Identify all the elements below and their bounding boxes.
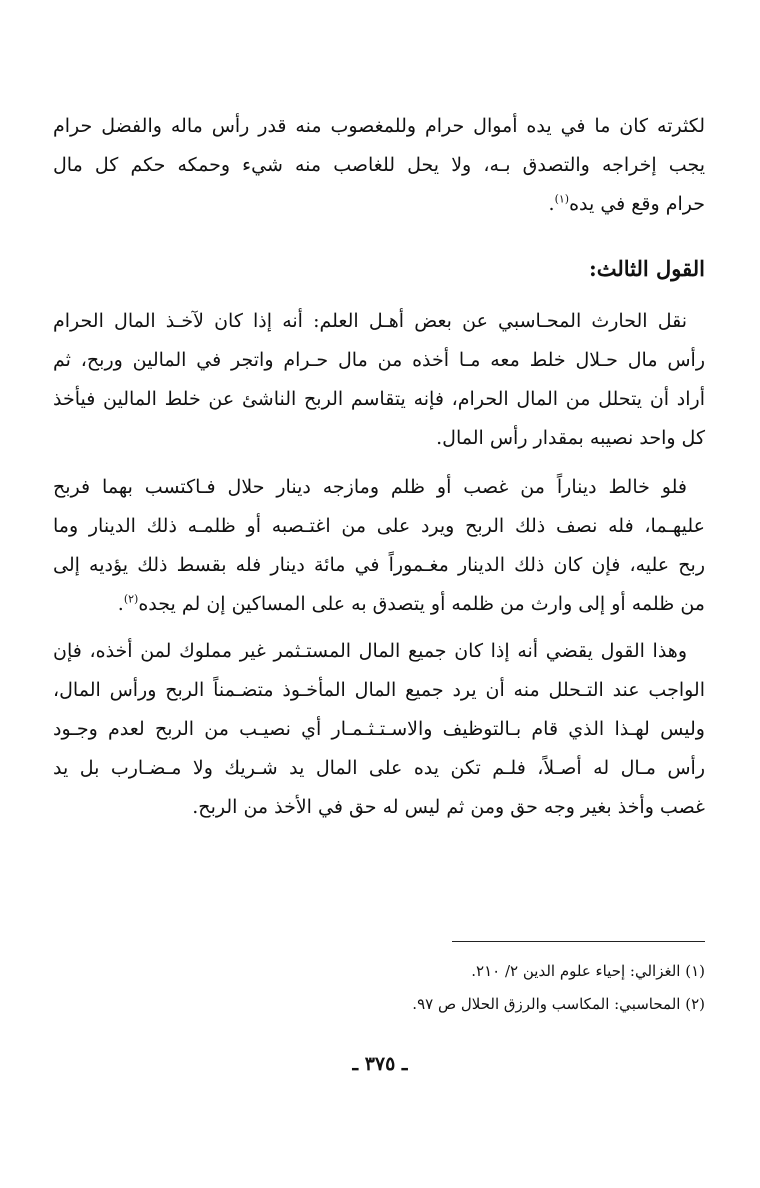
paragraph-3 — [53, 468, 705, 624]
text-line: كل واحد نصيبه بمقدار رأس المال. — [436, 427, 705, 449]
sentence-end: . — [548, 193, 555, 215]
section-heading: القول الثالث: — [588, 256, 705, 281]
text-line — [53, 585, 705, 624]
text-line: عليهـما، فله نصف ذلك الربح ويرد على من اغتـصبه أو ظلمـه ذلك الدينار وما — [53, 515, 705, 537]
footnote-reference-1[interactable]: (١) — [554, 192, 570, 206]
text-line: وهذا القول يقضي أنه إذا كان جميع المال المستـثمر غير مملوك لمن أخذه، فإن — [53, 640, 687, 662]
text-line: يجب إخراجه والتصدق بـه، ولا يحل للغاصب منه شيء وحمكه حكم كل مال — [53, 154, 705, 176]
text-line: ربح عليه، فإن كان ذلك الدينار مغـموراً في مائة دينار فله بقسط ذلك يؤديه إلى — [53, 554, 705, 576]
text-line: رأس مال حـلال خلط معه مـا أخذه من مال حـرام واتجر في المالين وربح، ثم — [53, 349, 705, 371]
paragraph-1 — [53, 107, 705, 224]
footnotes — [53, 955, 705, 1021]
text-line: غصب وأخذ بغير وجه حق ومن ثم ليس له حق في الأخذ من الربح. — [192, 796, 705, 818]
footnote-2: (٢) المحاسبي: المكاسب والرزق الحلال ص ٩٧. — [412, 995, 705, 1013]
text-line: رأس مـال له أصـلاً، فلـم تكن يده على المال يد شـريك ولا مـضـارب بل يد — [53, 757, 705, 779]
page-number: ـ ٣٧٥ ـ — [352, 1053, 408, 1075]
footnote-reference-2[interactable]: (٢) — [123, 592, 139, 606]
text-line: وليس لهـذا الذي قام بـالتوظيف والاسـتـثـمـار أي نصيـب من الربح لعدم وجـود — [53, 718, 705, 740]
sentence-end: . — [117, 593, 124, 615]
text-line-content: حرام وقع في يده — [569, 193, 705, 215]
text-line: لكثرته كان ما في يده أموال حرام وللمغصوب منه قدر رأس ماله والفضل حرام — [53, 115, 705, 137]
paragraph-2 — [53, 302, 705, 458]
text-line — [53, 185, 705, 224]
paragraph-4 — [53, 632, 705, 827]
text-line-content: من ظلمه أو إلى وارث من ظلمه أو يتصدق به على المساكين إن لم يجده — [138, 593, 705, 615]
text-line: نقل الحارث المحـاسبي عن بعض أهـل العلم: أنه إذا كان لآخـذ المال الحرام — [53, 310, 687, 332]
text-line: الواجب عند التـحلل منه أن يرد جميع المال المأخـوذ متضـمناً الربح ورأس المال، — [53, 679, 705, 701]
footnote-separator — [452, 941, 705, 942]
text-line: أراد أن يتحلل من المال الحرام، فإنه يتقاسم الربح الناشئ عن خلط المالين فيأخذ — [53, 388, 705, 410]
footnote-1: (١) الغزالي: إحياء علوم الدين ٢/ ٢١٠. — [471, 962, 705, 980]
text-line: فلو خالط ديناراً من غصب أو ظلم ومازجه دينار حلال فـاكتسب بهما فربح — [53, 476, 687, 498]
